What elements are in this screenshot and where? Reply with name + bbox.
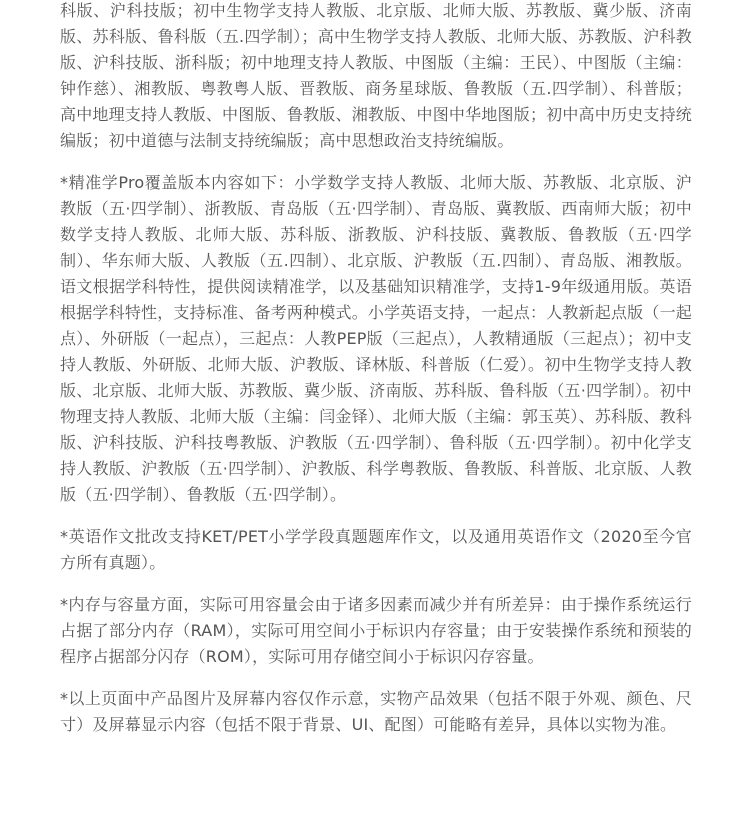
paragraph-spacer <box>60 576 692 592</box>
memory-capacity-paragraph: *内存与容量方面，实际可用容量会由于诸多因素而减少并有所差异：由于操作系统运行占据了部分内存（RAM），实际可用空间小于标识内存容量；由于安装操作系统和预装的程序占据部分闪存（ROM），实际可用存储空间小于标识闪存容量。 <box>60 595 692 666</box>
english-essay-correction-paragraph: *英语作文批改支持KET/PET小学学段真题题库作文，以及通用英语作文（2020至今官方所有真题）。 <box>60 527 692 572</box>
paragraph-spacer <box>60 154 692 170</box>
product-image-disclaimer-paragraph: *以上页面中产品图片及屏幕内容仅作示意，实物产品效果（包括不限于外观、颜色、尺寸）及屏幕显示内容（包括不限于背景、UI、配图）可能略有差异，具体以实物为准。 <box>60 689 692 734</box>
version-coverage-continued-paragraph: 科版、沪科技版；初中生物学支持人教版、北京版、北师大版、苏教版、冀少版、济南版、苏科版、鲁科版（五.四学制）；高中生物学支持人教版、北师大版、苏教版、沪科教版、沪科技版、浙科版；初中地理支持人教版、中图版（主编：王民）、中图版（主编：钟作慈）、湘教版、粤教粤人版、晋教版、商务星球版、鲁教版（五.四学制）、科普版；高中地理支持人教版、中图版、鲁教版、湘教版、中图中华地图版；初中高中历史支持统编版；初中道德与法制支持统编版；高中思想政治支持统编版。 <box>60 1 692 150</box>
paragraph-spacer <box>60 508 692 524</box>
disclaimer-notes <box>60 0 692 738</box>
paragraph-spacer <box>60 670 692 686</box>
precision-learning-pro-coverage-paragraph: *精准学Pro覆盖版本内容如下：小学数学支持人教版、北师大版、苏教版、北京版、沪教版（五·四学制）、浙教版、青岛版（五·四学制）、青岛版、冀教版、西南师大版；初中数学支持人教版、北师大版、苏科版、浙教版、沪科技版、冀教版、鲁教版（五·四学制）、华东师大版、人教版（五.四制）、北京版、沪教版（五.四制）、青岛版、湘教版。语文根据学科特性，提供阅读精准学，以及基础知识精准学，支持1-9年级通用版。英语根据学科特性，支持标准、备考两种模式。小学英语支持，一起点：人教新起点版（一起点）、外研版（一起点），三起点：人教PEP版（三起点），人教精通版（三起点）；初中支持人教版、外研版、北师大版、沪教版、译林版、科普版（仁爱）。初中生物学支持人教版、北京版、北师大版、苏教版、冀少版、济南版、苏科版、鲁科版（五·四学制）。初中物理支持人教版、北师大版（主编：闫金铎）、北师大版（主编：郭玉英）、苏科版、教科版、沪科技版、沪科技粤教版、沪教版（五·四学制）、鲁科版（五·四学制）。初中化学支持人教版、沪教版（五·四学制）、沪教版、科学粤教版、鲁教版、科普版、北京版、人教版（五·四学制）、鲁教版（五·四学制）。 <box>60 173 693 504</box>
